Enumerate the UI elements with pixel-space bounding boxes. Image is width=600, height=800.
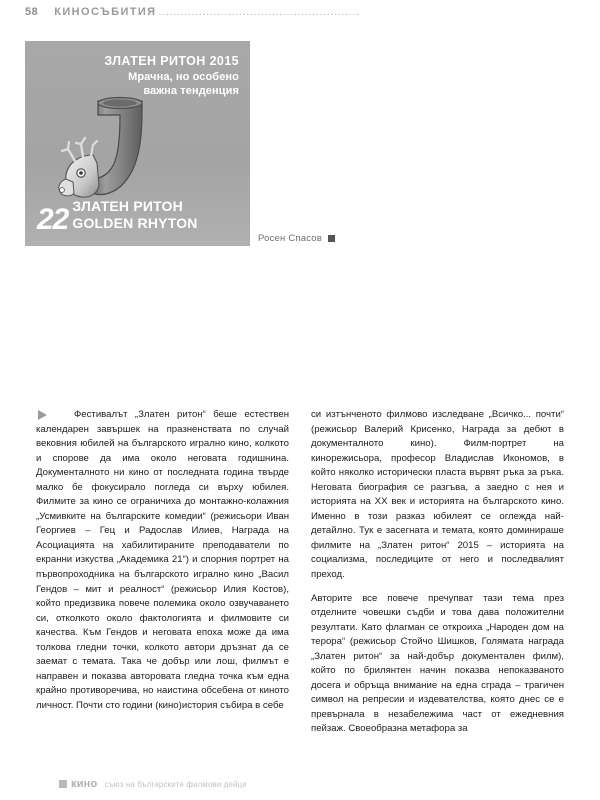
square-mark-icon (328, 235, 335, 242)
paragraph (311, 408, 564, 583)
byline (258, 233, 335, 244)
poster-title-block (104, 53, 239, 99)
poster-edition-name-bg: ЗЛАТЕН РИТОН (72, 198, 183, 215)
rhyton-horn-icon (49, 93, 179, 211)
square-mark-icon (59, 780, 67, 788)
festival-poster (25, 41, 250, 246)
footer-tagline: съюз на българските филмови дейци (104, 779, 247, 789)
section-title: КИНОСЪБИТИЯ (54, 6, 157, 18)
page-number: 58 (25, 6, 39, 18)
paragraph-text: Авторите все повече пречупват тази тема през отделните човешки съдби и това дава положителни резултати. Като флагман се откроиха „Народен дом на терора“ (режисьор Стойчо Шишков, Голямата награда „Златен ритон“ за най-добър документален филм), който по брилянтен начин показва непоказваното досега и обръща внимание на една сграда – трагичен символ на репресии и издевателства, която днес се е превърнала в незабележима част от ежедневния пейзаж. Своеобразна метафора за (311, 592, 564, 735)
poster-edition-name-en: GOLDEN RHYTON (72, 214, 198, 231)
running-head (0, 0, 600, 24)
footer-logo: кино (71, 778, 98, 790)
article-column-left (36, 408, 289, 737)
triangle-bullet-icon (38, 410, 47, 420)
paragraph (36, 408, 289, 713)
article-body (36, 408, 564, 737)
footer (59, 778, 247, 790)
paragraph-text: Фестивалът „Златен ритон“ беше естествен календарен завършек на празненствата по случай вековния юбилей на българското игрално кино, колкото и спорове да има около неговата годишнина. Документалното ни кино от последната година твърде малко бе фокусирало погледа си върху юбилея. Филмите за кино се ограничиха до монтажно-колажния „Усмивките на българските комедии“ (режисьори Иван Георгиев – Гец и Радослав Илиев, Награда на Асоциацията на хабилитираните преподаватели по екранни изкуства „Академика 21“) и спорния портрет на първопроходника на българското игрално кино „Васил Гендов – мит и реалност“ (режисьор Илия Костов), който предизвика повече полемика около озвучаването си, отколкото около фактологията и филмовите си качества. Към Гендов и неговата епоха може да има толкова гледни точки, колкото автори дръзнат да се заемат с темата. Така че добър или лош, филмът е направен и показва авторовата гледна точка към една крайно противоречива, но наистина обсебена от киното личност. Почти сто години (кино)история събира в себе (36, 409, 289, 711)
poster-edition-block (37, 198, 198, 236)
author-name: Росен Спасов (258, 233, 322, 244)
poster-title: ЗЛАТЕН РИТОН 2015 (104, 54, 239, 68)
paragraph (311, 592, 564, 737)
poster-edition-number: 22 (37, 202, 69, 236)
poster-edition-names (72, 199, 197, 232)
poster-subtitle-line1: Мрачна, но особено (128, 70, 239, 83)
paragraph-text: си изтънченото филмово изследване „Всичко... почти“ (режисьор Валерий Крисенко, Награда за дебют в документалното кино). Филм-портрет на кинорежисьора, професор Владислав Икономов, в който няколко исторически пласта вървят ръка за ръка. Неговата биография се разгъва, а заедно с нея и историята на XX век и историята на българското кино. Именно в този разказ юбилеят се оглежда най-детайлно. Тук е засегната и темата, която доминираше филмите на „Златен ритон“ 2015 – историята на социализма, последиците от него и последвалият преход. (311, 409, 564, 581)
article-column-right (311, 408, 564, 737)
leader-dots: ....................................................... (158, 6, 360, 18)
poster-subtitle-line2: важна тенденция (143, 85, 239, 98)
